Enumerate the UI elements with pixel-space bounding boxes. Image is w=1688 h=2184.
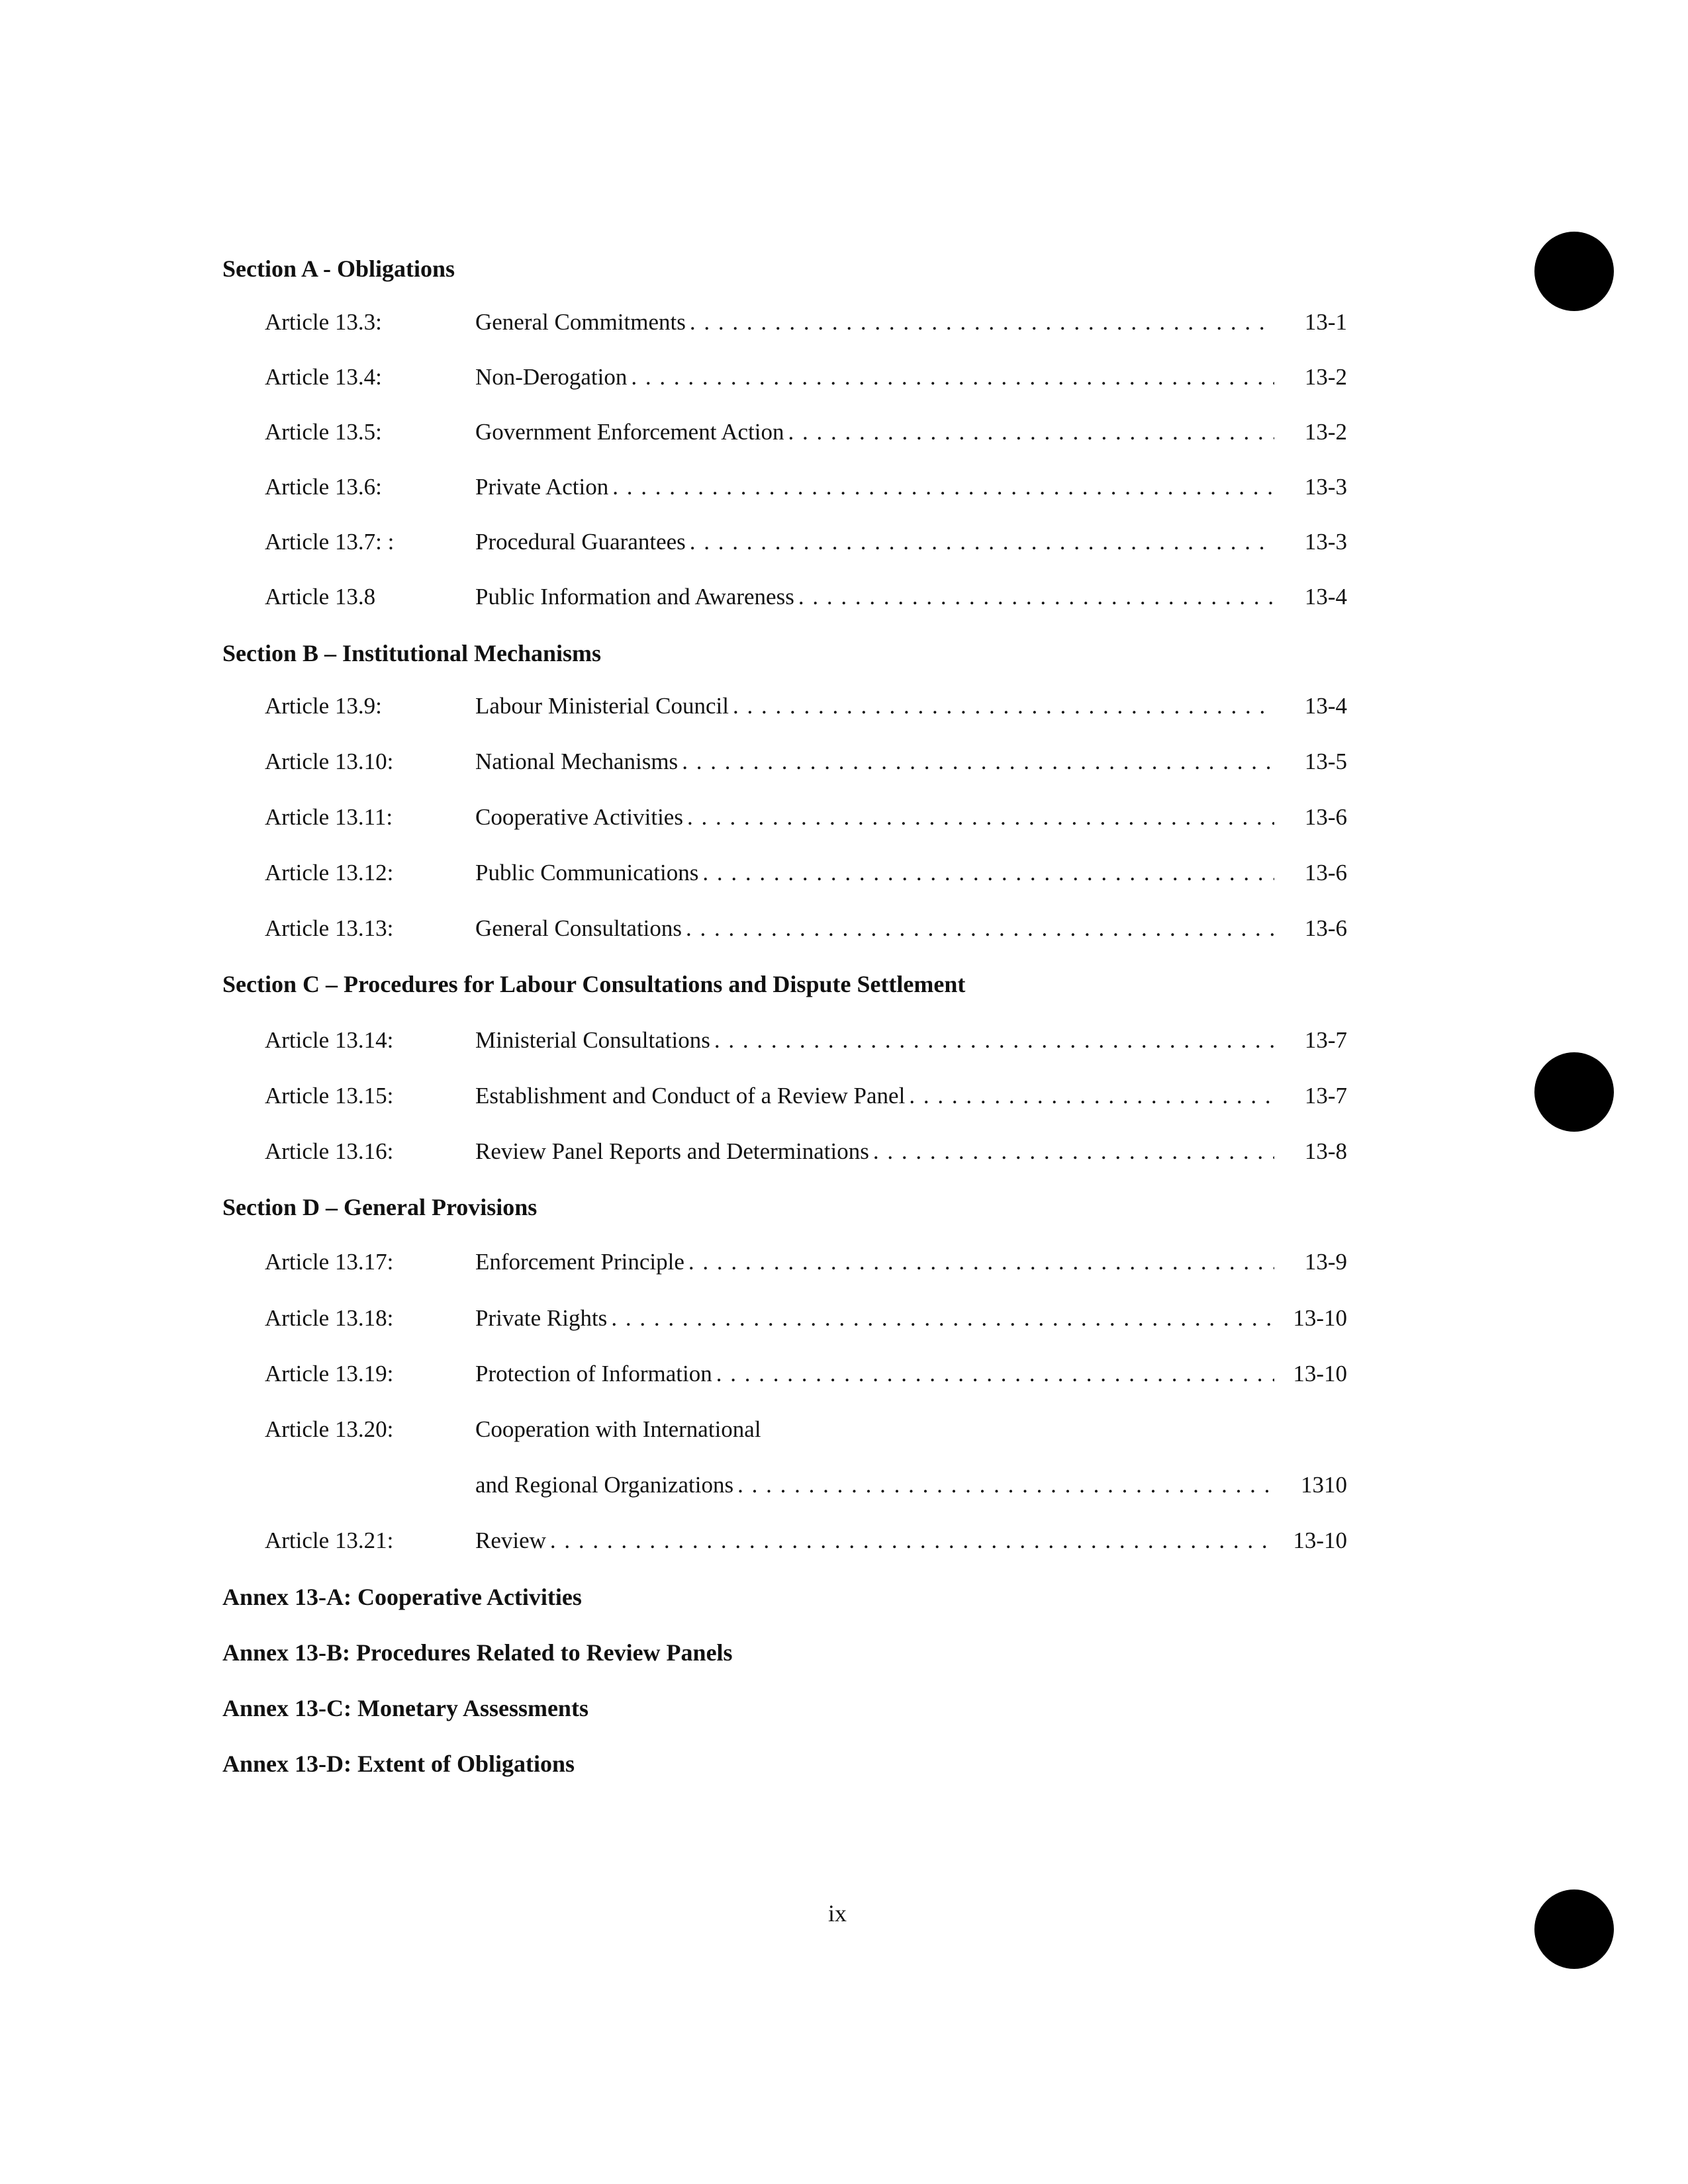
toc-entry[interactable]	[265, 1359, 1347, 1388]
toc-entry[interactable]	[265, 914, 1347, 943]
article-number: Article 13.6:	[265, 474, 382, 500]
article-title: Public Information and Awareness	[475, 584, 794, 610]
section-heading: Section C – Procedures for Labour Consultations and Dispute Settlement	[222, 971, 966, 997]
dot-leader	[611, 1304, 1274, 1333]
article-title: National Mechanisms	[475, 749, 679, 774]
toc-entry[interactable]	[265, 1304, 1347, 1333]
page-reference: 13-3	[1304, 529, 1347, 555]
section-heading: Section D – General Provisions	[222, 1194, 538, 1220]
dot-leader	[686, 914, 1274, 943]
article-title: General Consultations	[475, 915, 682, 941]
page-reference: 13-4	[1304, 693, 1347, 719]
article-title: Protection of Information	[475, 1361, 712, 1387]
toc-entry[interactable]	[265, 308, 1347, 337]
annex-heading[interactable]: Annex 13-B: Procedures Related to Review Panels	[222, 1639, 733, 1666]
article-title: Private Rights	[475, 1305, 608, 1331]
toc-entry[interactable]	[265, 747, 1347, 776]
article-title: Review Panel Reports and Determinations	[475, 1138, 869, 1164]
article-title: Labour Ministerial Council	[475, 693, 729, 719]
toc-entry[interactable]	[265, 1081, 1347, 1111]
page-reference: 13-7	[1304, 1083, 1347, 1109]
dot-leader	[690, 527, 1274, 557]
dot-leader	[612, 473, 1274, 502]
article-title: Government Enforcement Action	[475, 419, 784, 445]
article-number: Article 13.12:	[265, 860, 394, 886]
article-number: Article 13.5:	[265, 419, 382, 445]
dot-leader	[631, 363, 1274, 392]
article-number: Article 13.3:	[265, 309, 382, 335]
page-reference: 13-10	[1293, 1527, 1347, 1553]
page-reference: 13-10	[1293, 1361, 1347, 1387]
article-title: Cooperation with International	[475, 1416, 761, 1442]
article-title: Public Communications	[475, 860, 699, 886]
dot-leader	[690, 308, 1274, 337]
toc-entry-two-line-second[interactable]	[265, 1471, 1347, 1500]
article-title: Establishment and Conduct of a Review Panel	[475, 1083, 906, 1109]
article-number: Article 13.4:	[265, 364, 382, 390]
dot-leader	[909, 1081, 1274, 1111]
dot-leader	[682, 747, 1274, 776]
article-title: General Commitments	[475, 309, 686, 335]
section-heading: Section B – Institutional Mechanisms	[222, 640, 602, 666]
article-title: Non-Derogation	[475, 364, 628, 390]
dot-leader	[733, 692, 1274, 721]
article-title: Private Action	[475, 474, 609, 500]
article-number: Article 13.18:	[265, 1305, 394, 1331]
toc-entry[interactable]	[265, 1137, 1347, 1166]
article-number: Article 13.20:	[265, 1416, 394, 1442]
page-reference: 13-6	[1304, 860, 1347, 886]
dot-leader	[550, 1526, 1274, 1555]
article-title: Procedural Guarantees	[475, 529, 686, 555]
dot-leader	[687, 803, 1274, 832]
article-number: Article 13.21:	[265, 1527, 394, 1553]
article-title: Cooperative Activities	[475, 804, 683, 830]
page-reference: 13-1	[1304, 309, 1347, 335]
toc-entry[interactable]	[265, 363, 1347, 392]
page-reference: 13-2	[1304, 364, 1347, 390]
article-number: Article 13.16:	[265, 1138, 394, 1164]
article-number: Article 13.10:	[265, 749, 394, 774]
dot-leader	[788, 418, 1274, 447]
toc-entry[interactable]	[265, 1248, 1347, 1277]
toc-entry[interactable]	[265, 527, 1347, 557]
page-reference: 13-6	[1304, 804, 1347, 830]
section-heading: Section A - Obligations	[222, 255, 455, 282]
page-reference: 13-7	[1304, 1027, 1347, 1053]
page-reference: 13-5	[1304, 749, 1347, 774]
toc-entry[interactable]	[265, 1526, 1347, 1555]
punch-hole-top	[1534, 232, 1614, 311]
article-number: Article 13.11:	[265, 804, 393, 830]
toc-entry[interactable]	[265, 858, 1347, 887]
annex-heading[interactable]: Annex 13-A: Cooperative Activities	[222, 1584, 582, 1610]
article-number: Article 13.9:	[265, 693, 382, 719]
punch-hole-bottom	[1534, 1889, 1614, 1969]
dot-leader	[702, 858, 1274, 887]
dot-leader	[716, 1359, 1274, 1388]
annex-heading[interactable]: Annex 13-D: Extent of Obligations	[222, 1751, 575, 1777]
page-reference: 13-3	[1304, 474, 1347, 500]
page-reference: 13-8	[1304, 1138, 1347, 1164]
article-title-continued: and Regional Organizations	[475, 1472, 734, 1498]
article-number: Article 13.19:	[265, 1361, 394, 1387]
page-reference: 13-6	[1304, 915, 1347, 941]
toc-entry[interactable]	[265, 1026, 1347, 1055]
article-title: Review	[475, 1527, 546, 1553]
toc-entry[interactable]	[265, 418, 1347, 447]
toc-entry-two-line-first[interactable]	[265, 1415, 1347, 1444]
toc-entry[interactable]	[265, 473, 1347, 502]
article-number: Article 13.8	[265, 584, 376, 610]
toc-entry[interactable]	[265, 692, 1347, 721]
page-reference: 1310	[1301, 1472, 1347, 1498]
article-number: Article 13.14:	[265, 1027, 394, 1053]
annex-heading[interactable]: Annex 13-C: Monetary Assessments	[222, 1695, 588, 1721]
punch-hole-middle	[1534, 1052, 1614, 1132]
page-reference: 13-4	[1304, 584, 1347, 610]
toc-entry[interactable]	[265, 803, 1347, 832]
dot-leader	[737, 1471, 1274, 1500]
dot-leader	[688, 1248, 1274, 1277]
article-title: Enforcement Principle	[475, 1249, 684, 1275]
toc-entry[interactable]	[265, 582, 1347, 612]
page-reference: 13-9	[1304, 1249, 1347, 1275]
page-reference: 13-10	[1293, 1305, 1347, 1331]
article-number: Article 13.7: :	[265, 529, 395, 555]
page-number: ix	[827, 1900, 847, 1927]
article-number: Article 13.13:	[265, 915, 394, 941]
article-number: Article 13.17:	[265, 1249, 394, 1275]
article-number: Article 13.15:	[265, 1083, 394, 1109]
dot-leader	[714, 1026, 1274, 1055]
dot-leader	[873, 1137, 1274, 1166]
dot-leader	[798, 582, 1274, 612]
article-title: Ministerial Consultations	[475, 1027, 710, 1053]
page-reference: 13-2	[1304, 419, 1347, 445]
